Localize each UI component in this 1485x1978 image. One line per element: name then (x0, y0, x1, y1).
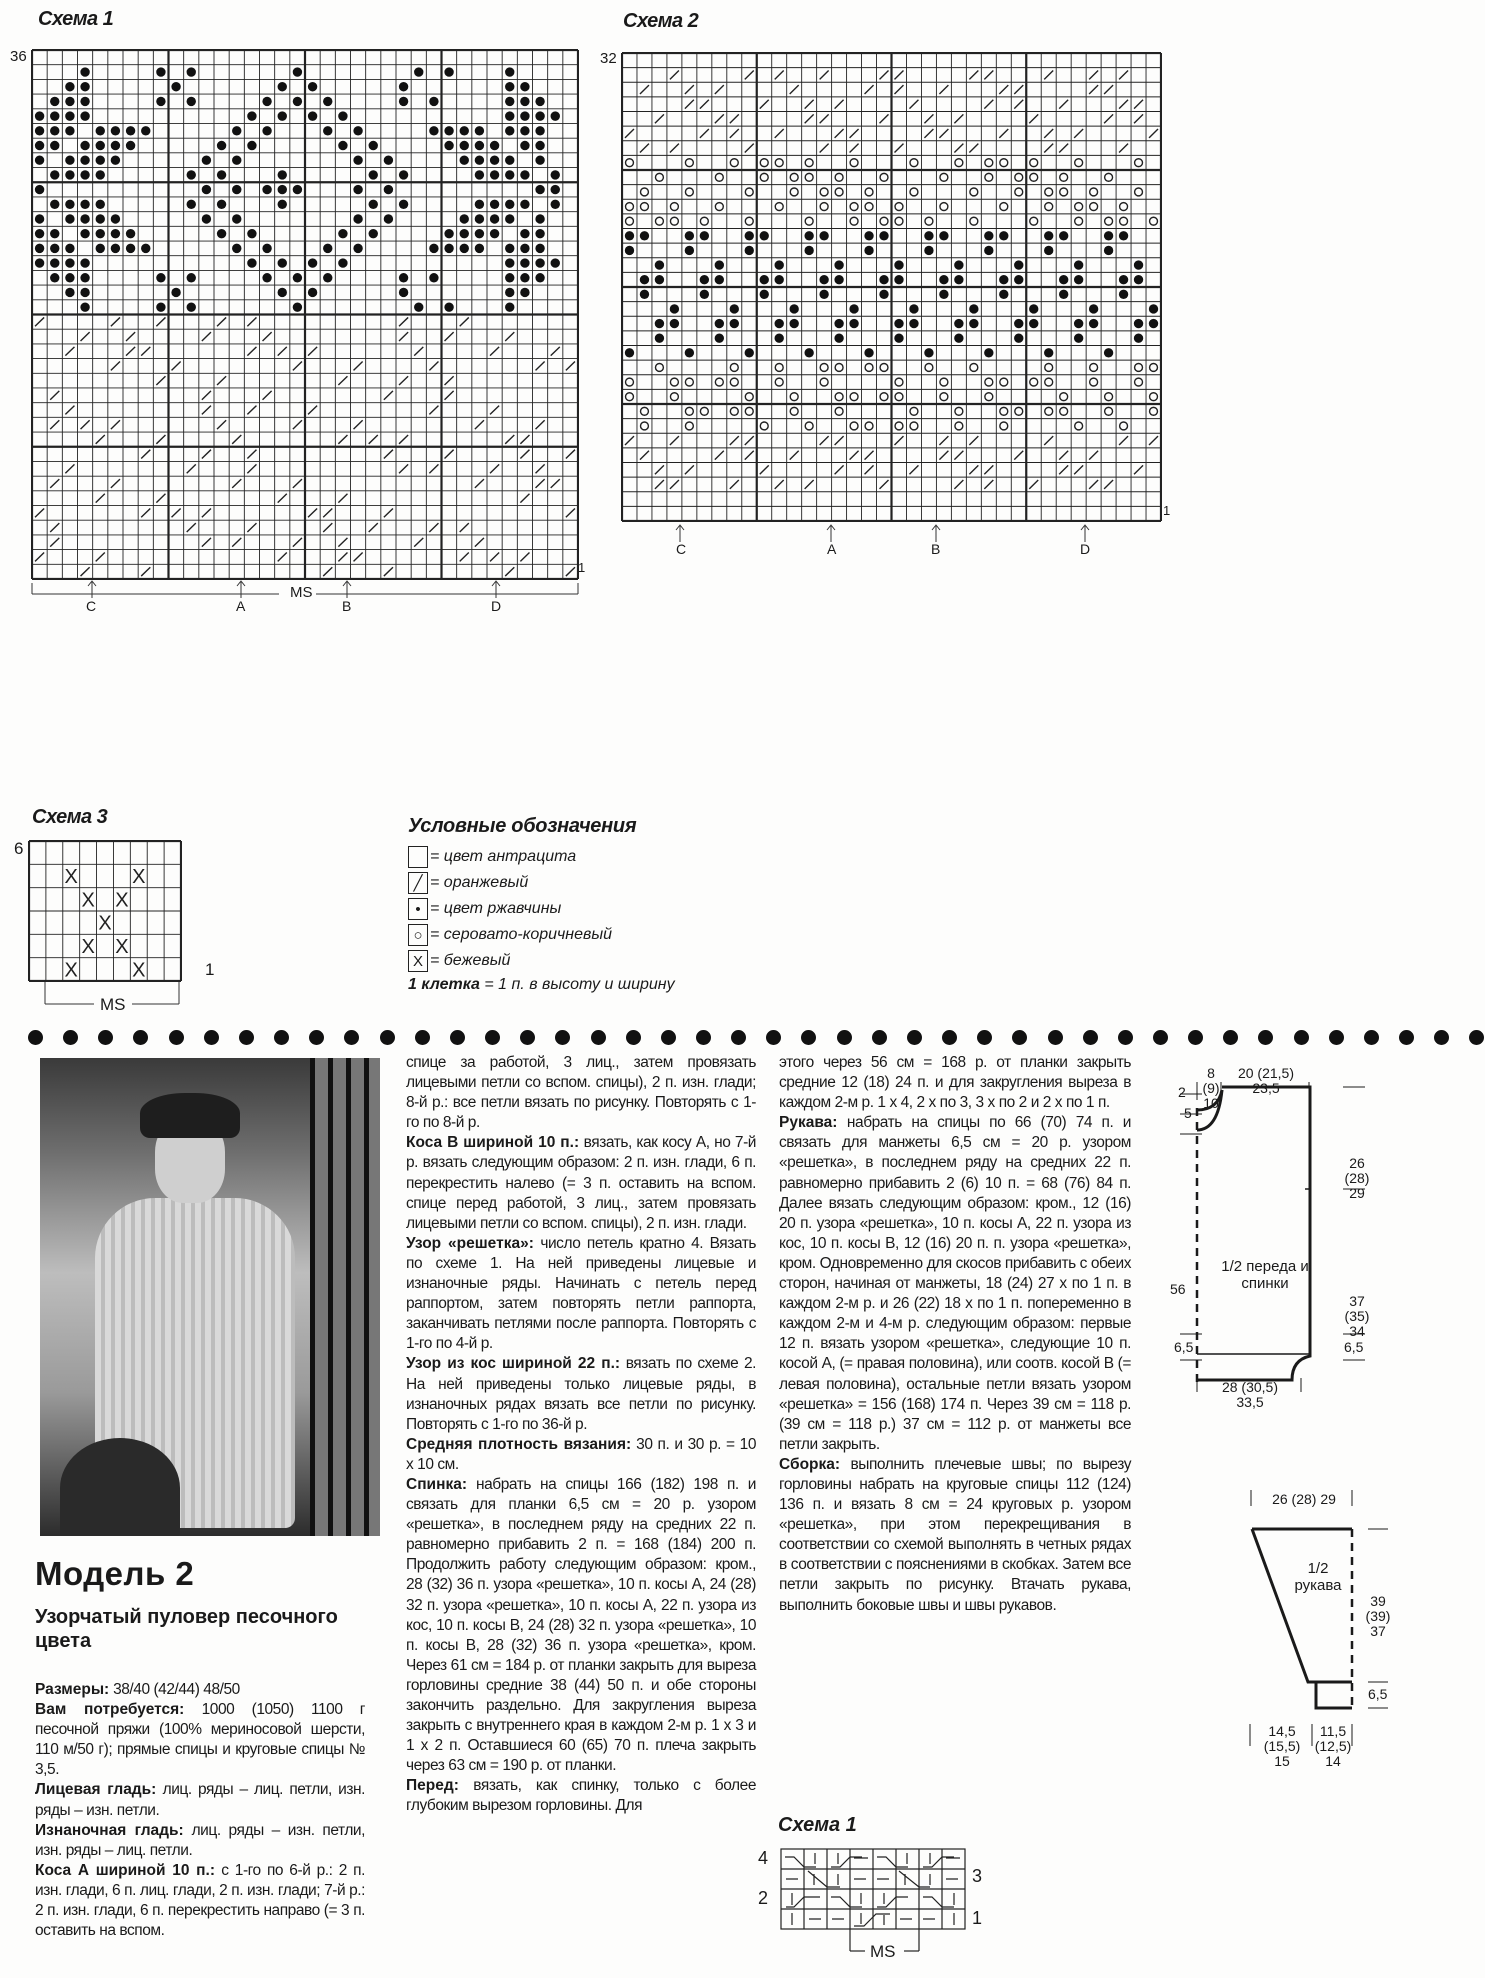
paragraph: Вам потребуется: 1000 (1050) 1100 г песочной пряжи (100% мериносовой шерсти, 110 м/50 г); прямые спицы и круговые спицы № 3,5. (35, 1701, 366, 1779)
mini-scheme1-title: Схема 1 (778, 1814, 857, 1836)
divider-dot-icon (1258, 1030, 1273, 1045)
legend-item-beige (408, 948, 748, 974)
body-piece-label: 1/2 переда и спинки (1221, 1258, 1309, 1292)
shoulder-width-label: 20 (21,5) 23,5 (1237, 1065, 1295, 1096)
neck-width-label: 8 (9) 10 (1202, 1065, 1220, 1111)
divider-dot-icon (801, 1030, 816, 1045)
svg-text:X: X (115, 936, 129, 958)
scheme1-marker-d: D (491, 598, 502, 614)
legend-label: = цвет антрацита (430, 848, 577, 865)
text-column-1 (35, 1680, 365, 1941)
divider-dot-icon (520, 1030, 535, 1045)
paragraph-heading: Изнаночная гладь: (35, 1821, 184, 1839)
scheme3-top-row-number: 6 (14, 839, 24, 858)
scheme1-repeat-label: MS (290, 584, 313, 601)
gate-shape (310, 1058, 380, 1536)
divider-dot-icon (133, 1030, 148, 1045)
divider-dot-icon (1083, 1030, 1098, 1045)
svg-text:X: X (115, 889, 129, 912)
legend-item-greybrown (408, 922, 748, 948)
paragraph-heading: Коса В шириной 10 п.: (406, 1134, 580, 1152)
paragraph-heading: Вам потребуется: (35, 1701, 185, 1719)
sleeve-top-width: 26 (28) 29 (1272, 1491, 1336, 1507)
neck-depth-back: 2 (1178, 1084, 1186, 1100)
scheme1-marker-c: C (86, 598, 97, 614)
divider-dot-icon (1188, 1030, 1203, 1045)
divider-dot-icon (450, 1030, 465, 1045)
band-left-label: 6,5 (1174, 1339, 1194, 1355)
mini-scheme1-row-1: 1 (972, 1908, 983, 1928)
svg-text:X: X (81, 936, 95, 958)
body-width-label: 28 (30,5) 33,5 (1221, 1379, 1279, 1410)
divider-dot-icon (1364, 1030, 1379, 1045)
legend-item-rust (408, 896, 748, 922)
scheme3-bottom-row-number: 1 (205, 960, 215, 979)
paragraph: Коса А шириной 10 п.: с 1-го по 6-й р.: 2 п. изн. глади, 6 п. лиц. глади, 2 п. изн. глади; 7-й р.: 2 п. изн. глади, 6 п. перекрестить направо (= 3 п. оставить на вспом. (35, 1861, 365, 1940)
divider-dot-icon (591, 1030, 606, 1045)
paragraph: спице за работой, 3 лиц., затем провязать лицевыми петли со вспом. спицы), 2 п. изн. глади; 8-й р.: все петли вязать по рисунку. Повторять с 1-го по 8-й р. (406, 1054, 756, 1132)
divider-dot-icon (415, 1030, 430, 1045)
scheme3-grid (28, 840, 182, 982)
side-height-label: 37 (35) 34 (1344, 1293, 1370, 1339)
paragraph-heading: Перед: (406, 1777, 459, 1795)
sleeve-piece-label: 1/2 рукава (1294, 1560, 1342, 1594)
divider-dot-icon (485, 1030, 500, 1045)
hat-shape (140, 1093, 240, 1138)
paragraph: Размеры: 38/40 (42/44) 48/50 (35, 1681, 240, 1698)
text-column-2 (406, 1053, 756, 1817)
legend-label: = бежевый (430, 952, 511, 969)
sleeve-schematic (1240, 1480, 1480, 1780)
svg-text:X: X (64, 959, 78, 982)
paragraph: Коса В шириной 10 п.: вязать, как косу А, но 7-й р. вязать следующим образом: 2 п. изн. глади, 6 п. перекрестить налево (= 3 п. оставить на вспом. спице перед работой, 3 лиц., затем провязать лицевыми петли со вспом. спицы), 2 п. изн. глади. (406, 1134, 757, 1232)
paragraph-heading: Спинка: (406, 1475, 467, 1493)
svg-text:X: X (98, 912, 112, 935)
scheme2-title: Схема 2 (623, 10, 699, 32)
divider-dot-icon (344, 1030, 359, 1045)
scheme2-marker-a: A (827, 541, 837, 557)
scheme1-title: Схема 1 (38, 8, 114, 30)
scheme2-marker-d: D (1080, 541, 1091, 557)
scheme2-grid (621, 52, 1162, 522)
scheme1-grid (31, 49, 579, 580)
paragraph-heading: Средняя плотность вязания: (406, 1435, 632, 1453)
divider-dot-icon (942, 1030, 957, 1045)
scheme2-bottom-row-number: 1 (1163, 503, 1171, 518)
legend-footnote-text: = 1 п. в высоту и ширину (479, 976, 675, 993)
paragraph: Спинка: набрать на спицы 166 (182) 198 п. и связать для планки 6,5 см = 20 р. узором «решетка», в последнем ряду на средних 22 п. равномерно прибавить 2 п. = 168 (184) 200 п. Продолжить работу следующим образом: кром., 28 (32) 36 п. узора «решетка», 10 п. косы А, 24 (28) 32 п. узора «решетка», 10 п. косы А, 22 п. узора из кос, 10 п. косы В, 24 (28) 32 п. узора «решетка», 10 п. косы В, 28 (32) 36 п. узора «решетка», кром. Через 61 см = 184 р. от планки закрыть для выреза горловины средние 38 (44) 50 п. и обе стороны закончить раздельно. Для закругления выреза закрыть с внутреннего края в каждом 2-м р. 1 х 3 и 1 х 2 п. Оставшиеся 60 (65) 70 п. плеча закрыть через 63 см = 190 р. от планки. (406, 1475, 756, 1775)
sleeve-bottom-left-label: 14,5 (15,5) 15 (1263, 1723, 1301, 1769)
legend-label: = оранжевый (430, 874, 529, 891)
armhole-height-label: 26 (28) 29 (1344, 1155, 1370, 1201)
divider-dot-icon (766, 1030, 781, 1045)
scheme1-marker-b: B (342, 598, 352, 614)
paragraph: Узор «решетка»: число петель кратно 4. Вязать по схеме 1. На ней приведены лицевые и изнаночные ряды. Начинать с петель перед раппортом, затем повторять петли раппорта, заканчивать петлями после раппорта. Повторять с 1-го по 4-й р. (406, 1234, 756, 1353)
divider-dot-icon (872, 1030, 887, 1045)
paragraph: Узор из кос шириной 22 п.: вязать по схеме 2. На ней приведены только лицевые ряды, в изнаночных рядах вязать все петли по рисунку. Повторять с 1-го по 36-й р. (406, 1355, 756, 1433)
mini-scheme1-repeat-label: MS (870, 1942, 896, 1961)
divider-dot-icon (28, 1030, 43, 1045)
divider-dot-icon (1329, 1030, 1344, 1045)
paragraph-heading: Размеры: (35, 1681, 110, 1698)
legend-item-orange (408, 870, 748, 896)
paragraph: этого через 56 см = 168 р. от планки закрыть средние 12 (18) 24 п. и для закругления выреза в каждом 2-м р. 1 х 4, 2 х по 3, 3 х по 2 и 2 х по 1 п. (779, 1054, 1131, 1112)
legend-footnote-bold: 1 клетка (408, 976, 480, 993)
legend-item-anthracite (408, 844, 748, 870)
divider-dot-icon (1118, 1030, 1133, 1045)
sleeve-length-label: 39 (39) 37 (1365, 1593, 1391, 1639)
divider-dot-icon (169, 1030, 184, 1045)
bag-shape (60, 1438, 180, 1536)
divider-dot-icon (731, 1030, 746, 1045)
paragraph-heading: Сборка: (779, 1455, 841, 1473)
x-cell-icon: X (408, 950, 428, 972)
legend (408, 815, 748, 994)
scheme3-title: Схема 3 (32, 806, 108, 828)
divider-dot-icon (555, 1030, 570, 1045)
scheme1-top-row-number: 36 (10, 48, 27, 65)
paragraph-heading: Рукава: (779, 1114, 838, 1132)
model-photo (40, 1058, 380, 1536)
scheme1-marker-a: A (236, 598, 246, 614)
text-column-3 (779, 1053, 1131, 1616)
model-title: Модель 2 (35, 1555, 195, 1592)
scheme1-bottom-row-number: 1 (578, 560, 586, 575)
divider-dot-icon (696, 1030, 711, 1045)
body-schematic (1170, 1060, 1480, 1460)
sleeve-bottom-right-label: 11,5 (12,5) 14 (1314, 1723, 1352, 1769)
divider-dot-icon (977, 1030, 992, 1045)
band-right-label: 6,5 (1344, 1339, 1364, 1355)
legend-label: = цвет ржавчины (430, 900, 562, 917)
divider-dot-icon (837, 1030, 852, 1045)
divider-dot-icon (1012, 1030, 1027, 1045)
paragraph: Изнаночная гладь: лиц. ряды – изн. петли, изн. ряды – лиц. петли. (35, 1821, 365, 1859)
divider-dot-icon (1048, 1030, 1063, 1045)
divider-dot-icon (98, 1030, 113, 1045)
svg-text:X: X (132, 866, 146, 888)
slash-cell-icon: ╱ (408, 872, 428, 894)
divider-dot-icon (1399, 1030, 1414, 1045)
divider-dot-icon (1469, 1030, 1484, 1045)
mini-scheme1-row-4: 4 (758, 1848, 769, 1868)
divider-dot-icon (309, 1030, 324, 1045)
divider-dot-icon (907, 1030, 922, 1045)
legend-title: Условные обозначения (408, 815, 637, 837)
paragraph: Перед: вязать, как спинку, только с более глубоким вырезом горловины. Для (406, 1777, 756, 1815)
total-height-label: 56 (1170, 1281, 1186, 1297)
mini-scheme1-row-2: 2 (758, 1888, 769, 1908)
divider-dot-icon (1294, 1030, 1309, 1045)
paragraph-heading: Узор из кос шириной 22 п.: (406, 1355, 621, 1373)
scheme2-marker-c: C (676, 541, 687, 557)
legend-label: = серовато-коричневый (430, 926, 613, 943)
divider-dot-icon (1434, 1030, 1449, 1045)
paragraph-heading: Коса А шириной 10 п.: (35, 1861, 215, 1879)
divider-dot-icon (626, 1030, 641, 1045)
divider-dot-icon (661, 1030, 676, 1045)
scheme3-repeat-label: MS (100, 995, 126, 1014)
mini-scheme1-row-3: 3 (972, 1866, 983, 1886)
legend-footnote (408, 976, 748, 994)
svg-text:X: X (132, 959, 146, 982)
divider-dot-icon (380, 1030, 395, 1045)
neck-depth-front: 5 (1184, 1105, 1192, 1121)
circle-cell-icon: ○ (408, 924, 428, 946)
scheme2-marker-b: B (931, 541, 941, 557)
paragraph: Рукава: набрать на спицы по 66 (70) 74 п. и связать для манжеты 6,5 см = 20 р. узором «решетка», в последнем ряду на средних 22 п. равномерно прибавить 2 (6) 10 п. = 68 (76) 84 п. Далее вязать следующим образом: кром., 12 (16) 20 п. узора «решетка», 10 п. косы А, 22 п. узора из кос, 10 п. косы В, 12 (16) 20 п. п. узора «решетка», кром. Одновременно для скосов прибавить с обеих сторон, начиная от манжеты, 18 (24) 27 х по 1 п. в каждом 2-м р. и 26 (22) 18 х по 1 п. попеременно в каждом 2-м и 4-м р. следующим образом: первые 12 п. вязать узором «решетка», следующие 10 п. косой А, (= правая половина), или соотв. косой В (= левая половина), остальные петли вязать узором «решетка» = 156 (168) 174 п. Через 39 см = 118 р. (39 см = 118 р.) 37 см = 112 р. от манжеты все петли закрыть. (779, 1114, 1131, 1453)
dotted-divider (28, 1030, 1485, 1048)
divider-dot-icon (1223, 1030, 1238, 1045)
sleeve-cuff-label: 6,5 (1368, 1686, 1388, 1702)
model-subtitle: Узорчатый пуловер песочного цвета (35, 1606, 338, 1652)
empty-cell-icon (408, 846, 428, 868)
divider-dot-icon (1153, 1030, 1168, 1045)
paragraph-heading: Узор «решетка»: (406, 1234, 534, 1252)
svg-text:X: X (64, 866, 78, 888)
divider-dot-icon (204, 1030, 219, 1045)
svg-text:X: X (81, 889, 95, 912)
paragraph-heading: Лицевая гладь: (35, 1781, 157, 1799)
divider-dot-icon (239, 1030, 254, 1045)
scheme2-top-row-number: 32 (600, 50, 617, 67)
divider-dot-icon (63, 1030, 78, 1045)
dot-cell-icon: • (408, 898, 428, 920)
divider-dot-icon (274, 1030, 289, 1045)
paragraph: Лицевая гладь: лиц. ряды – лиц. петли, изн. ряды – изн. петли. (35, 1781, 365, 1819)
paragraph: Сборка: выполнить плечевые швы; по вырезу горловины набрать на круговые спицы 112 (124) 136 п. и вязать 8 см = 24 круговых р. узором «решетка», при этом перекрещивания в соответствии со схемой выполнять в четных рядах в соответствии с пояснениями в скобках. Затем все петли закрыть по рисунку. Втачать рукава, выполнить боковые швы и швы рукавов. (779, 1455, 1131, 1614)
paragraph: Средняя плотность вязания: 30 п. и 30 р. = 10 х 10 см. (406, 1435, 757, 1473)
